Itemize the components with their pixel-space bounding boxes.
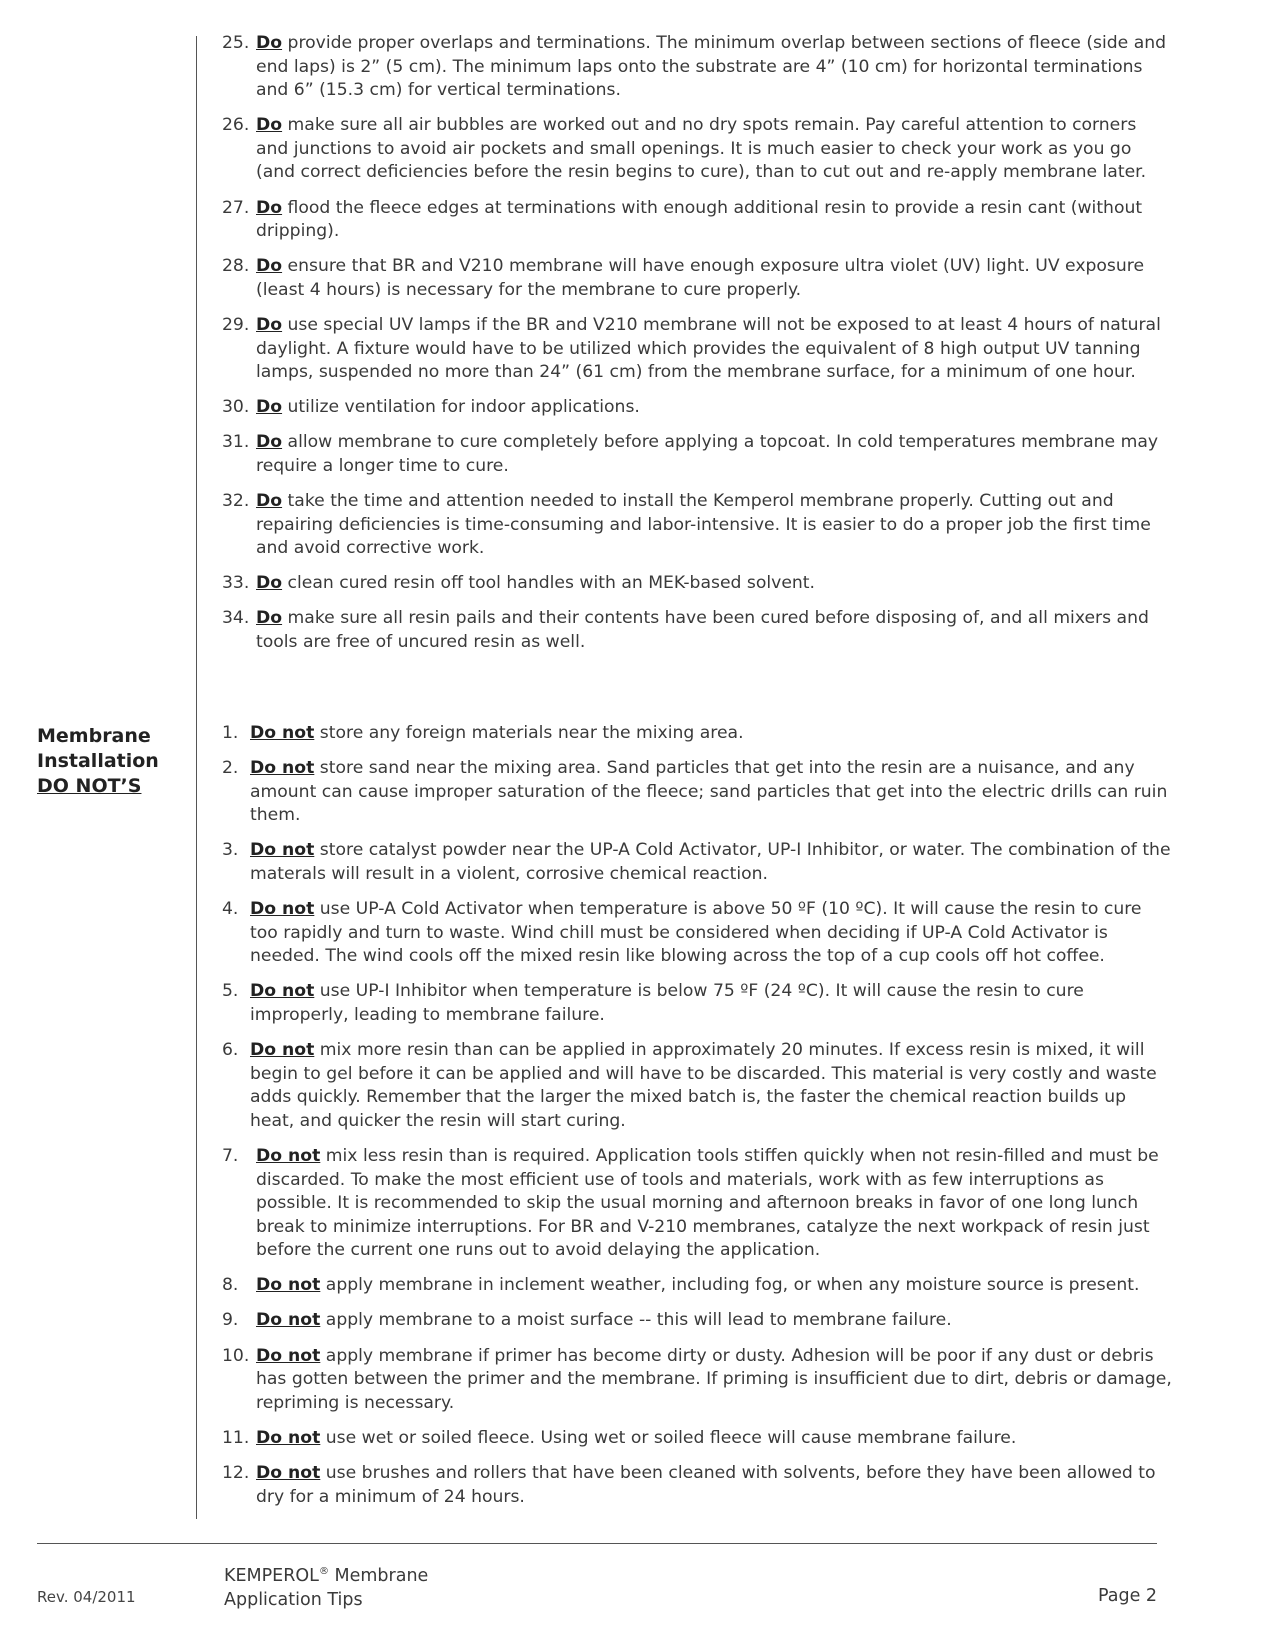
item-number: 30. <box>222 397 250 418</box>
page-number: Page 2 <box>1098 1586 1158 1606</box>
item-number: 32. <box>222 491 250 511</box>
item-text: use UP-A Cold Activator when temperature is above 50 ºF (10 ºC). It will cause the resin to cure too rapidly and turn to waste. Wind chill must be considered when deciding if UP-A Cold Activator is needed. The wind cools off the mixed resin like blowing across the top of a cup cools off hot coffee. <box>250 899 1142 967</box>
item-keyword: Do not <box>256 1310 321 1331</box>
section-heading-line1: Membrane <box>37 725 151 747</box>
item-number: 1. <box>222 723 239 743</box>
document-subtitle: Application Tips <box>224 1589 363 1610</box>
item-number: 3. <box>222 840 239 861</box>
item-keyword: Do not <box>256 1427 321 1448</box>
list-item <box>222 1274 1172 1298</box>
do-not-list <box>222 722 1172 1521</box>
item-number: 12. <box>222 1462 250 1483</box>
list-item <box>222 839 1172 886</box>
item-keyword: Do <box>256 256 283 277</box>
item-keyword: Do not <box>250 899 315 920</box>
item-text: flood the fleece edges at terminations with enough additional resin to provide a resin cant (without dripping). <box>256 197 1143 242</box>
item-number: 11. <box>222 1427 250 1448</box>
item-keyword: Do not <box>250 981 315 1002</box>
item-number: 8. <box>222 1275 239 1296</box>
list-item <box>222 572 1172 596</box>
item-text: mix less resin than is required. Application tools stiffen quickly when not resin-filled and must be discarded. To make the most efficient use of tools and materials, work with as few interruptions as possible. It is recommended to skip the usual morning and afternoon breaks in favor of one long lunch break to minimize interruptions. For BR and V-210 membranes, catalyze the next workpack of resin just before the current one runs out to avoid delaying the application. <box>256 1145 1159 1261</box>
section-heading-line3: DO NOT’S <box>37 775 142 797</box>
list-item <box>222 314 1172 385</box>
item-text: apply membrane in inclement weather, including fog, or when any moisture source is present. <box>320 1275 1140 1296</box>
item-keyword: Do <box>256 115 283 136</box>
item-text: store any foreign materials near the mixing area. <box>314 723 744 743</box>
item-keyword: Do <box>256 197 283 218</box>
item-text: take the time and attention needed to install the Kemperol membrane properly. Cutting out and repairing deficiencies is time-consuming and labor-intensive. It is easier to do a proper job the first time and avoid corrective work. <box>256 491 1151 559</box>
item-keyword: Do <box>256 314 283 335</box>
document-title-line1 <box>224 1560 428 1588</box>
item-keyword: Do <box>256 33 283 53</box>
section-heading <box>37 724 177 799</box>
item-text: use special UV lamps if the BR and V210 membrane will not be exposed to at least 4 hours of natural daylight. A fixture would have to be utilized which provides the equivalent of 8 high output UV tanning lamps, suspended no more than 24” (61 cm) from the membrane surface, for a minimum of one hour. <box>256 314 1161 383</box>
vertical-divider <box>196 36 197 1519</box>
list-item <box>222 431 1172 478</box>
item-number: 28. <box>222 256 250 277</box>
item-keyword: Do not <box>256 1462 321 1483</box>
item-text: make sure all air bubbles are worked out and no dry spots remain. Pay careful attention to corners and junctions to avoid air pockets and small openings. It is much easier to check your work as you go (and correct deficiencies before the resin begins to cure), than to cut out and re-apply membrane later. <box>256 115 1147 183</box>
item-number: 10. <box>222 1345 250 1366</box>
revision-date: Rev. 04/2011 <box>37 1588 136 1606</box>
item-number: 29. <box>222 314 250 335</box>
item-keyword: Do <box>256 432 283 453</box>
list-item <box>222 114 1172 185</box>
item-number: 9. <box>222 1310 239 1331</box>
item-keyword: Do not <box>256 1145 321 1166</box>
title-rest: Membrane <box>328 1565 429 1586</box>
list-item <box>222 1345 1172 1416</box>
item-number: 34. <box>222 608 250 629</box>
item-number: 2. <box>222 758 239 779</box>
list-item <box>222 1427 1172 1451</box>
list-item <box>222 980 1172 1027</box>
item-text: utilize ventilation for indoor applications. <box>282 397 640 418</box>
item-keyword: Do <box>256 491 283 511</box>
item-text: use UP-I Inhibitor when temperature is below 75 ºF (24 ºC). It will cause the resin to cure improperly, leading to membrane failure. <box>250 981 1084 1025</box>
item-text: mix more resin than can be applied in approximately 20 minutes. If excess resin is mixed, it will begin to gel before it can be applied and will have to be discarded. This material is very costly and waste adds quickly. Remember that the larger the mixed batch is, the faster the chemical reaction builds up heat, and quicker the resin will start curing. <box>250 1040 1157 1131</box>
list-item <box>222 32 1172 103</box>
item-text: store catalyst powder near the UP-A Cold Activator, UP-I Inhibitor, or water. The combination of the materals will result in a violent, corrosive chemical reaction. <box>250 840 1171 884</box>
list-item <box>222 607 1172 654</box>
section-heading-line2: Installation <box>37 750 159 772</box>
item-text: make sure all resin pails and their contents have been cured before disposing of, and all mixers and tools are free of uncured resin as well. <box>256 608 1149 652</box>
item-number: 7. <box>222 1145 239 1166</box>
list-item <box>222 1462 1172 1509</box>
item-keyword: Do not <box>250 758 315 779</box>
brand-name: KEMPEROL <box>224 1565 319 1586</box>
list-item <box>222 197 1172 244</box>
item-keyword: Do not <box>250 1040 315 1061</box>
item-keyword: Do not <box>256 1275 321 1296</box>
item-number: 27. <box>222 197 250 218</box>
registered-mark: ® <box>318 1566 329 1577</box>
item-keyword: Do <box>256 608 283 629</box>
item-text: apply membrane if primer has become dirty or dusty. Adhesion will be poor if any dust or debris has gotten between the primer and the membrane. If priming is insufficient due to dirt, debris or damage, repriming is necessary. <box>256 1345 1172 1413</box>
list-item <box>222 1145 1172 1263</box>
list-item <box>222 722 1172 746</box>
item-text: allow membrane to cure completely before applying a topcoat. In cold temperatures membrane may require a longer time to cure. <box>256 432 1159 476</box>
list-item <box>222 396 1172 420</box>
item-number: 26. <box>222 115 250 136</box>
item-keyword: Do not <box>250 723 315 743</box>
list-item <box>222 757 1172 828</box>
item-text: use wet or soiled fleece. Using wet or soiled fleece will cause membrane failure. <box>320 1427 1017 1448</box>
do-list <box>222 32 1172 666</box>
item-number: 4. <box>222 899 239 920</box>
item-number: 6. <box>222 1040 239 1061</box>
item-keyword: Do <box>256 573 283 594</box>
item-number: 33. <box>222 573 250 594</box>
list-item <box>222 490 1172 561</box>
item-text: provide proper overlaps and terminations. The minimum overlap between sections of fleece (side and end laps) is 2” (5 cm). The minimum laps onto the substrate are 4” (10 cm) for horizontal terminations and 6” (15.3 cm) for vertical terminations. <box>256 33 1167 101</box>
document-title <box>224 1560 428 1612</box>
list-item <box>222 1039 1172 1133</box>
item-keyword: Do not <box>250 840 315 861</box>
item-number: 25. <box>222 33 250 53</box>
item-number: 5. <box>222 981 239 1002</box>
footer-divider <box>37 1543 1157 1544</box>
item-number: 31. <box>222 432 250 453</box>
item-keyword: Do <box>256 397 283 418</box>
item-text: store sand near the mixing area. Sand particles that get into the resin are a nuisance, and any amount can cause improper saturation of the fleece; sand particles that get into the electric drills can ruin them. <box>250 758 1168 826</box>
list-item <box>222 898 1172 969</box>
item-text: ensure that BR and V210 membrane will have enough exposure ultra violet (UV) light. UV exposure (least 4 hours) is necessary for the membrane to cure properly. <box>256 256 1145 300</box>
item-text: apply membrane to a moist surface -- this will lead to membrane failure. <box>320 1310 952 1331</box>
list-item <box>222 1309 1172 1333</box>
item-text: use brushes and rollers that have been cleaned with solvents, before they have been allowed to dry for a minimum of 24 hours. <box>256 1462 1156 1507</box>
item-text: clean cured resin off tool handles with an MEK-based solvent. <box>282 573 815 594</box>
item-keyword: Do not <box>256 1345 321 1366</box>
list-item <box>222 255 1172 302</box>
